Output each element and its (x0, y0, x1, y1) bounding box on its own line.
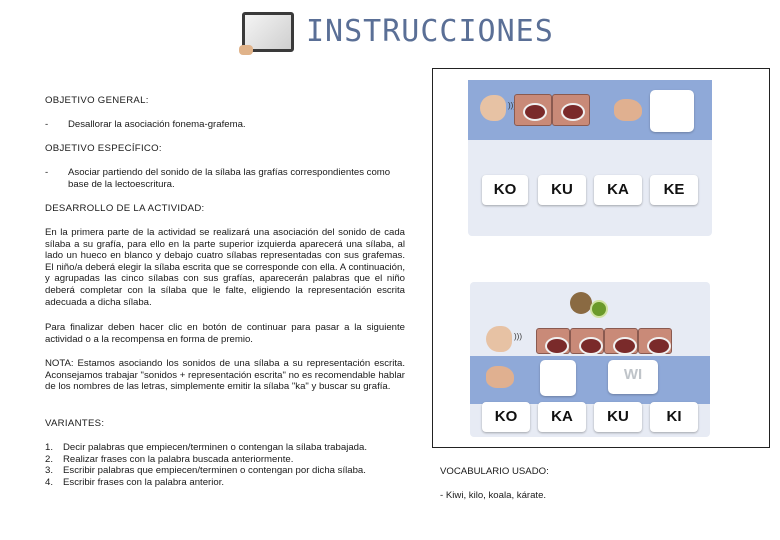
word-syllable-text: WI (623, 366, 643, 383)
mouth-image (552, 94, 590, 126)
hand-sign-icon (614, 99, 642, 121)
desarrollo-paragraph-1: En la primera parte de la actividad se realizará una asociación del sonido de cada sílaba a su grafía, para ello en la parte superior izquierda aparecerá una sílaba, al lado un hueco en blanco y debajo cuatro sílabas representadas con sus grafemas. El niño/a deberá elegir la sílaba escrita que se corresponde con ella. A continuación, y agrupadas las cinco sílabas con sus grafías, aparecerán palabras que el niño deberá completar con la sílaba que le falte, eligiendo la representación escrita adecuada a dicha sílaba. (45, 227, 405, 308)
variante-item: 4. Escribir frases con la palabra anterior. (45, 476, 225, 488)
variante-item: 2. Realizar frases con la palabra buscada anteriormente. (45, 453, 294, 465)
syllable-option[interactable]: KU (538, 175, 586, 205)
mouth-image (638, 328, 672, 354)
objetivo-general-heading: OBJETIVO GENERAL: (45, 95, 149, 106)
activity-screen-1 (468, 80, 712, 236)
syllable-option[interactable]: KE (650, 175, 698, 205)
syllable-option[interactable]: KA (538, 402, 586, 432)
bullet-dash: - (45, 167, 49, 178)
variante-item: 1. Decir palabras que empiecen/terminen o contengan la sílaba trabajada. (45, 442, 367, 453)
page-title: INSTRUCCIONES (306, 14, 554, 49)
mouth-image (514, 94, 552, 126)
desarrollo-heading: DESARROLLO DE LA ACTIVIDAD: (45, 203, 205, 214)
ear-sound-icon[interactable] (480, 95, 506, 121)
header (240, 10, 580, 58)
hand-sign-icon (486, 366, 514, 388)
variantes-heading: VARIANTES: (45, 418, 105, 429)
objetivo-especifico-heading: OBJETIVO ESPECÍFICO: (45, 143, 162, 154)
bullet-dash: - (45, 119, 49, 130)
objetivo-general-text: Desallorar la asociación fonema-grafema. (68, 119, 246, 130)
syllable-option[interactable]: KO (482, 175, 528, 205)
variantes-list (45, 442, 405, 488)
ear-sound-icon[interactable] (486, 326, 512, 352)
tablet-icon (242, 12, 294, 52)
objetivo-especifico-text: Asociar partiendo del sonido de la sílaba las grafías correspondientes como base de la lectoescritura. (68, 167, 391, 190)
syllable-option[interactable]: KO (482, 402, 530, 432)
desarrollo-paragraph-2: Para finalizar deben hacer clic en botón de continuar para pasar a la siguiente actividad o a la recompensa en forma de premio. (45, 322, 405, 345)
kiwi-fruit-icon (570, 292, 592, 314)
vocabulario-text: - Kiwi, kilo, koala, kárate. (440, 490, 547, 501)
activity-screen-2 (470, 282, 710, 437)
mouth-image (536, 328, 570, 354)
syllable-option[interactable]: KU (594, 402, 642, 432)
kiwi-slice-icon (590, 300, 608, 318)
mouth-image (570, 328, 604, 354)
answer-slot[interactable] (540, 360, 576, 396)
variante-item: 3. Escribir palabras que empiecen/terminen o contengan por dicha sílaba. (45, 465, 366, 477)
syllable-option[interactable]: KI (650, 402, 698, 432)
mouth-image (604, 328, 638, 354)
syllable-option[interactable]: KA (594, 175, 642, 205)
answer-slot[interactable] (650, 90, 694, 132)
nota-paragraph: NOTA: Estamos asociando los sonidos de una sílaba a su representación escrita. Aconsejamos trabajar "sonidos + representación escrita" no es recomendable hablar de los nombres de las letras, simplemente emitir la sílaba "ka" y buscar su grafía. (45, 358, 405, 393)
vocabulario-heading: VOCABULARIO USADO: (440, 466, 549, 477)
